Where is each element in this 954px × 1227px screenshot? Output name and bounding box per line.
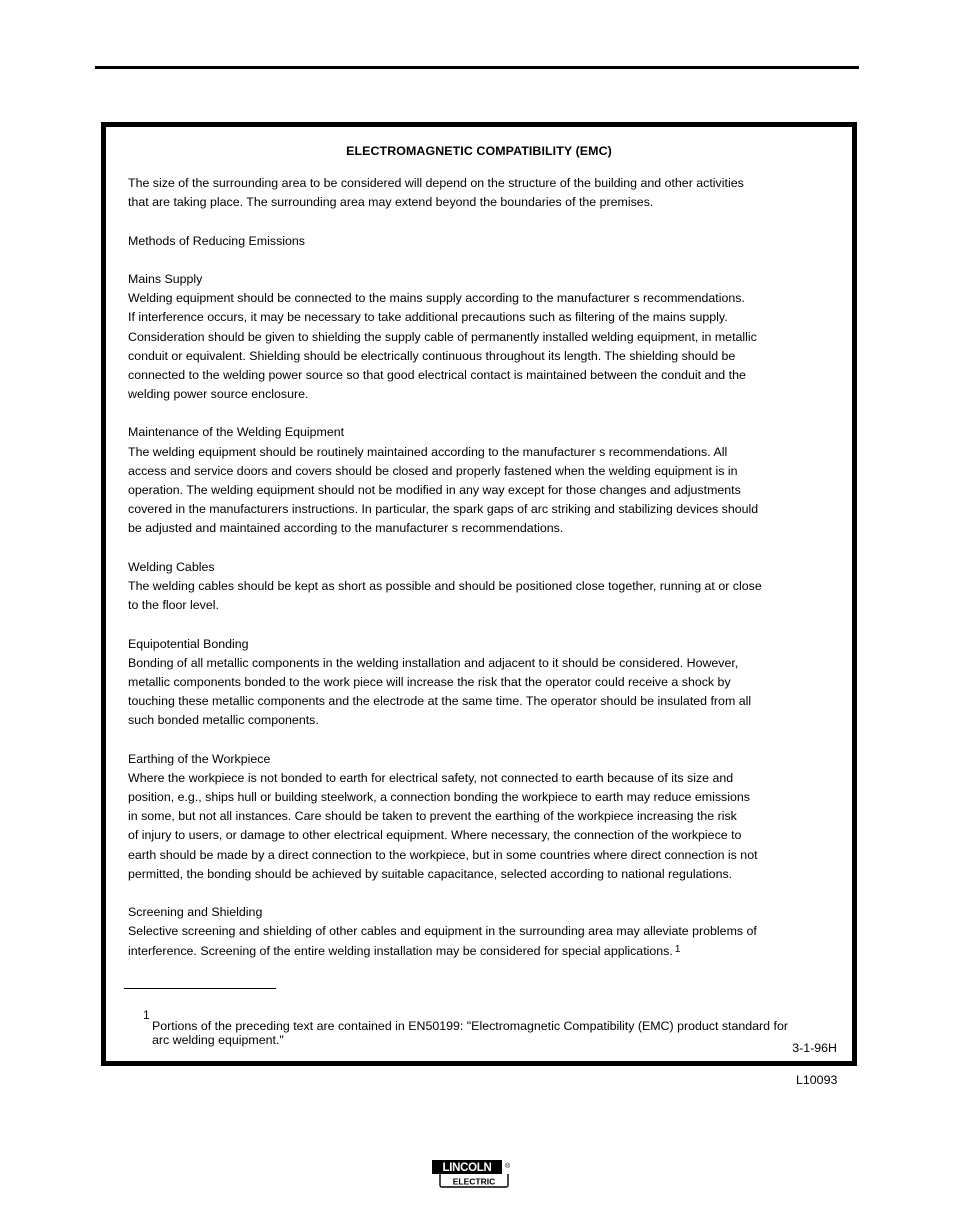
maintenance-line: access and service doors and covers should be closed and properly fastened when the welding equipment is in xyxy=(128,463,738,478)
mains-supply-line: connected to the welding power source so that good electrical contact is maintained between the conduit and the xyxy=(128,367,746,382)
bonding-line: touching these metallic components and the electrode at the same time. The operator should be insulated from all xyxy=(128,694,752,709)
footnote-text xyxy=(152,1019,832,1048)
logo-bottom-text: ELECTRIC xyxy=(452,1176,496,1187)
maintenance-line: be adjusted and maintained according to the manufacturer s recommendations. xyxy=(128,521,564,536)
earthing-line: of injury to users, or damage to other electrical equipment. Where necessary, the connection of the workpiece to xyxy=(128,828,742,843)
earthing-line: in some, but not all instances. Care should be taken to prevent the earthing of the workpiece increasing the risk xyxy=(128,809,737,824)
mains-supply-line: Consideration should be given to shielding the supply cable of permanently installed welding equipment, in metallic xyxy=(128,329,757,344)
earthing-line: Where the workpiece is not bonded to earth for electrical safety, not connected to earth because of its size and xyxy=(128,770,734,785)
revision-date: 3-1-96H xyxy=(792,1041,837,1055)
screening-heading: Screening and Shielding xyxy=(128,905,263,920)
lincoln-electric-logo xyxy=(432,1160,512,1188)
screening-line-text: interference. Screening of the entire welding installation may be considered for special applications. xyxy=(128,943,673,958)
logo-top-text: LINCOLN xyxy=(442,1162,492,1174)
registered-mark: ® xyxy=(505,1163,511,1170)
mains-supply-line: If interference occurs, it may be necessary to take additional precautions such as filtering of the mains supply. xyxy=(128,310,728,325)
bonding-line: such bonded metallic components. xyxy=(128,713,319,728)
screening-line xyxy=(128,942,848,961)
intro-line: The size of the surrounding area to be considered will depend on the structure of the building and other activities xyxy=(128,176,744,190)
footnote-reference: 1 xyxy=(674,943,681,955)
maintenance-line: The welding equipment should be routinely maintained according to the manufacturer s recommendations. All xyxy=(128,444,728,459)
earthing-line: position, e.g., ships hull or building steelwork, a connection bonding the workpiece to earth may reduce emissions xyxy=(128,790,750,804)
earthing-heading: Earthing of the Workpiece xyxy=(128,751,271,766)
methods-heading: Methods of Reducing Emissions xyxy=(128,233,305,248)
welding-cables-line: to the floor level. xyxy=(128,598,219,613)
screening-line: Selective screening and shielding of other cables and equipment in the surrounding area may alleviate problems of xyxy=(128,924,757,939)
maintenance-heading: Maintenance of the Welding Equipment xyxy=(128,425,345,440)
document-code: L10093 xyxy=(796,1073,838,1087)
box-title: ELECTROMAGNETIC COMPATIBILITY (EMC) xyxy=(346,144,612,158)
earthing-line: earth should be made by a direct connection to the workpiece, but in some countries where direct connection is not xyxy=(128,847,758,862)
maintenance-line: operation. The welding equipment should not be modified in any way except for those changes and adjustments xyxy=(128,483,741,497)
mains-supply-line: Welding equipment should be connected to the mains supply according to the manufacturer s recommendations. xyxy=(128,291,745,306)
footnote-mark: 1 xyxy=(143,1008,150,1022)
footnote-line: arc welding equipment." xyxy=(152,1033,284,1048)
notice-content xyxy=(128,174,848,961)
bonding-line: metallic components bonded to the work piece will increase the risk that the operator could receive a shock by xyxy=(128,674,731,689)
maintenance-line: covered in the manufacturers instructions. In particular, the spark gaps of arc striking and stabilizing devices should xyxy=(128,502,759,517)
earthing-line: permitted, the bonding should be achieved by suitable capacitance, selected according to national regulations. xyxy=(128,866,733,881)
welding-cables-heading: Welding Cables xyxy=(128,559,215,574)
bonding-line: Bonding of all metallic components in the welding installation and adjacent to it should be considered. However, xyxy=(128,655,739,670)
mains-supply-line: conduit or equivalent. Shielding should be electrically continuous throughout its length. The shielding should be xyxy=(128,348,736,363)
mains-supply-line: welding power source enclosure. xyxy=(128,387,309,402)
footnote-divider xyxy=(124,988,276,989)
bonding-heading: Equipotential Bonding xyxy=(128,636,249,651)
mains-supply-heading: Mains Supply xyxy=(128,271,203,286)
intro-line: that are taking place. The surrounding area may extend beyond the boundaries of the premises. xyxy=(128,195,654,210)
footnote-line: Portions of the preceding text are contained in EN50199: "Electromagnetic Compatibility (EMC) product standard for xyxy=(152,1019,788,1033)
welding-cables-line: The welding cables should be kept as short as possible and should be positioned close together, running at or close xyxy=(128,578,762,593)
emc-notice-box xyxy=(101,122,857,1066)
header-rule xyxy=(95,66,859,69)
